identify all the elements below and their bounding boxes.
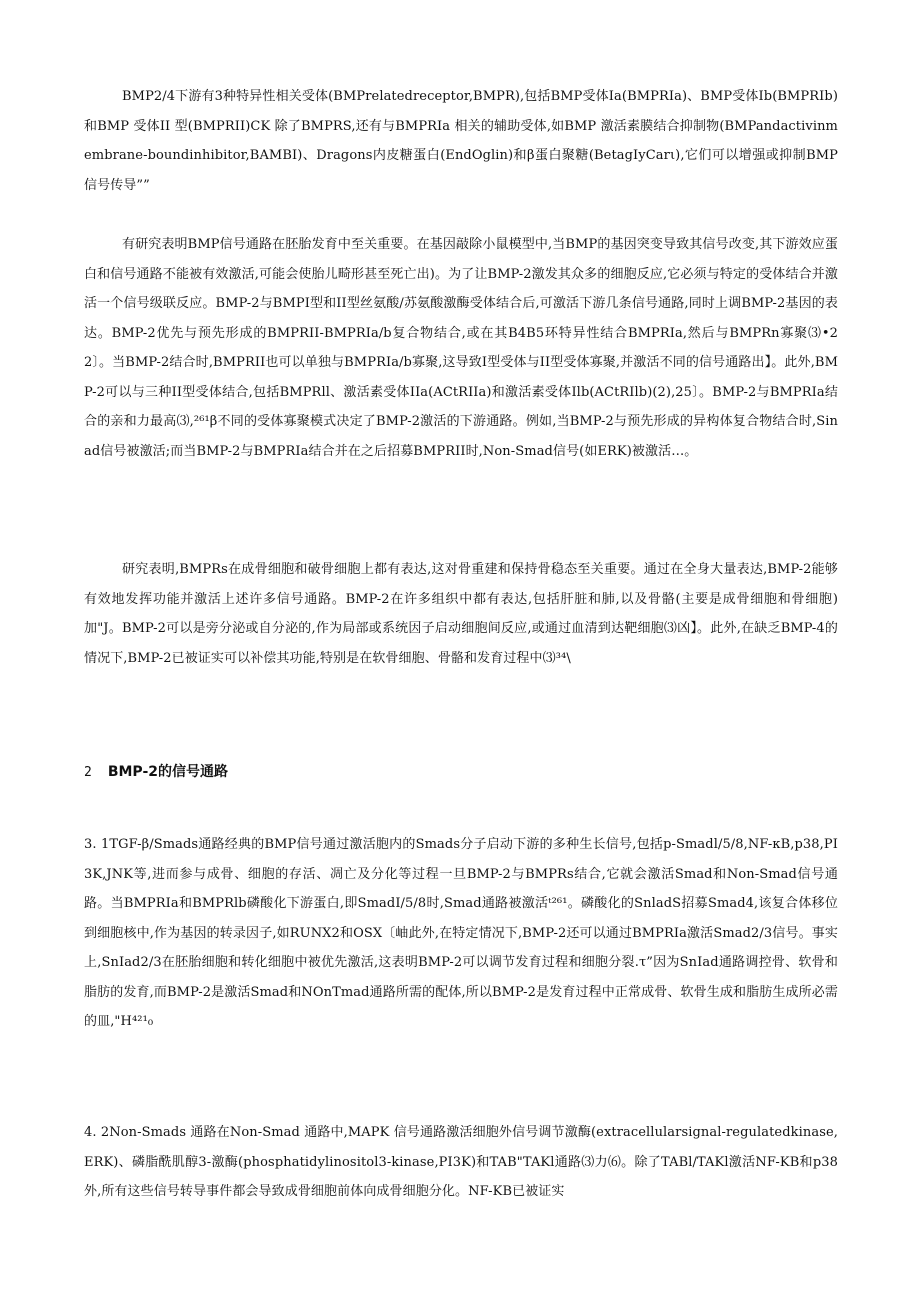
section-heading [84, 762, 228, 783]
paragraph-non-smads-pathway: 4. 2Non-Smads 通路在Non-Smad 通路中,MAPK 信号通路激活细胞外信号调节激酶(extracellularsignal-regulatedkinase,ERK)、磷脂酰肌醇3-激酶(phosphatidylinositol3-kinase,PI3K)和TAB"TAKl通路⑶力⑹。除了TABl/TAKl激活NF-KB和p38外,所有这些信号转导事件都会导致成骨细胞前体向成骨细胞分化。NF-KB已被证实 [84, 1125, 838, 1199]
paragraph-smads-pathway: 3. 1TGF-β/Smads通路经典的BMP信号通过激活胞内的Smads分子启动下游的多种生长信号,包括p-Smadl/5/8,NF-κB,p38,PI3K,JNK等,进而参与成骨、细胞的存活、凋亡及分化等过程一旦BMP-2与BMPRs结合,它就会激活Smad和Non-Smad信号通路。当BMPRIa和BMPRlb磷酸化下游蛋白,即SmadI/5/8时,Smad通路被激活ᵗ²⁶¹。磷酸化的SnladS招募Smad4,该复合体移位到细胞核中,作为基因的转录因子,如RUNX2和OSX〔岫此外,在特定情况下,BMP-2还可以通过BMPRIa激活Smad2/3信号。事实上,SnIad2/3在胚胎细胞和转化细胞中被优先激活,这表明BMP-2可以调节发育过程和细胞分裂.τ”因为SnIad通路调控骨、软骨和脂肪的发育,而BMP-2是激活Smad和NOnTmad通路所需的配体,所以BMP-2是发育过程中正常成骨、软骨生成和脂肪生成所必需的皿,"H⁴²¹₀ [84, 837, 838, 1029]
paragraph-bmpr-receptors: BMP2/4下游有3种特异性相关受体(BMPrelatedreceptor,BMPR),包括BMP受体Ia(BMPRIa)、BMP受体Ib(BMPRIb)和BMP 受体II 型(BMPRII)CK 除了BMPRS,还有与BMPRIa 相关的辅助受体,如BMP 激活素膜结合抑制物(BMPandactivinmembrane-boundinhibitor,BAMBI)、Dragons内皮糖蛋白(EndOglin)和β蛋白聚糖(BetagIyCarι),它们可以增强或抑制BMP信号传导”” [84, 89, 838, 193]
paragraph-bmpr-expression: 研究表明,BMPRs在成骨细胞和破骨细胞上都有表达,这对骨重建和保持骨稳态至关重要。通过在全身大量表达,BMP-2能够有效地发挥功能并激活上述许多信号通路。BMP-2在许多组织中都有表达,包括肝脏和肺,以及骨骼(主要是成骨细胞和骨细胞)加"J。BMP-2可以是旁分泌或自分泌的,作为局部或系统因子启动细胞间反应,或通过血清到达靶细胞⑶凶】。此外,在缺乏BMP-4的情况下,BMP-2已被证实可以补偿其功能,特别是在软骨细胞、骨骼和发育过程中⑶³⁴\ [84, 562, 838, 666]
section-title: BMP-2的信号通路 [107, 764, 228, 780]
section-number: 2 [84, 765, 92, 780]
paragraph-embryo-development: 有研究表明BMP信号通路在胚胎发育中至关重要。在基因敲除小鼠模型中,当BMP的基因突变导致其信号改变,其下游效应蛋白和信号通路不能被有效激活,可能会使胎儿畸形甚至死亡出)。为了让BMP-2激发其众多的细胞反应,它必须与特定的受体结合并激活一个信号级联反应。BMP-2与BMPI型和II型丝氨酸/苏氨酸激酶受体结合后,可激活下游几条信号通路,同时上调BMP-2基因的表达。BMP-2优先与预先形成的BMPRII-BMPRIa/b复合物结合,或在其B4B5环特异性结合BMPRIa,然后与BMPRn寡聚⑶•22〕。当BMP-2结合时,BMPRII也可以单独与BMPRIa/b寡聚,这导致I型受体与II型受体寡聚,并激活不同的信号通路出】。此外,BMP-2可以与三种II型受体结合,包括BMPRll、激活素受体IIa(ACtRIIa)和激活素受体Ilb(ACtRIlb)(2),25〕。BMP-2与BMPRIa结合的亲和力最高⑶,²⁶¹β不同的受体寡聚模式决定了BMP-2激活的下游通路。例如,当BMP-2与预先形成的异构体复合物结合时,Sinad信号被激活;而当BMP-2与BMPRIa结合并在之后招募BMPRII时,Non-Smad信号(如ERK)被激活…。 [84, 237, 838, 459]
